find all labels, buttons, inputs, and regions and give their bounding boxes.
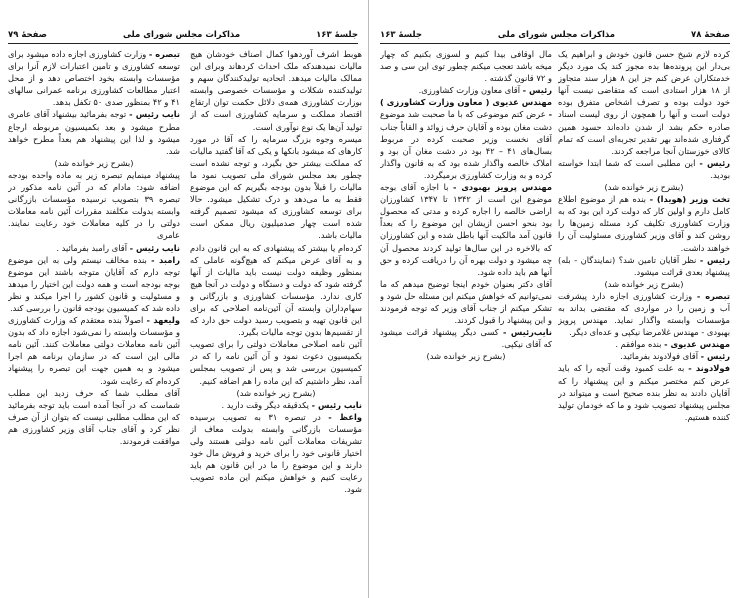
speaker-name: تبصره - <box>696 290 730 301</box>
session-number: جلسهٔ ۱۶۳ <box>380 30 422 40</box>
paragraph <box>380 181 552 278</box>
page-number: صفحهٔ ۷۹ <box>8 30 47 40</box>
paragraph-text: پیشنهاد مینمایم تبصره زیر به ماده واحده بودجه اضافه شود: مادام که در آئین نامه مذکور در تبصره ۳۹ بتصویب نرسیده مؤسسات بازرگانی وابسته بدولت مکلفند مقررات آئین نامه معاملات دولتی را در کلیه معاملات خود رعایت نمایند. عامری <box>8 169 180 241</box>
page-header <box>380 30 730 44</box>
paragraph-text: وزارت کشاورزی اجازه دارد پیشرفت آب و زمین را در مواردی که مقتضی بداند به مؤسسات وابسته واگذار نماید. مهندس پرویز بهبودی - مهندس غلامرضا نیکپی و عده‌ای دیگر. <box>558 290 730 338</box>
paragraph-text: این مطلبی است که شما ابتدا خواسته بودید. <box>558 157 730 180</box>
paragraph <box>558 362 730 422</box>
paragraph <box>558 48 730 157</box>
paragraph <box>558 193 730 253</box>
page-number: صفحهٔ ۷۸ <box>691 30 730 40</box>
paragraph-text: وزارت کشاورزی اجازه داده میشود برای توسعه کشاورزی و تامین اعتبارات لازم آنرا برای مؤسسات وابسته بخود اختصاص دهد و از محل اعتبار مطالعات کشاورزی برنامه عمرانی سالهای ۴۱ و ۴۲ بمنظور صدی ۵۰ تکفل بدهد. <box>8 49 180 108</box>
paragraph <box>190 242 362 339</box>
speaker-name: نایب رئیس - <box>311 399 362 410</box>
speaker-name: تبصره - <box>148 49 180 59</box>
speaker-name: رامبد - <box>151 254 180 265</box>
paragraph <box>558 350 730 362</box>
paragraph <box>558 338 730 350</box>
paragraph <box>8 314 180 387</box>
right-page <box>372 0 738 598</box>
paragraph <box>8 108 180 156</box>
header-title: مذاکرات مجلس شورای ملی <box>122 30 241 40</box>
paragraph <box>8 48 180 108</box>
speaker-name: مهندس عدیوی ( معاون وزارت کشاورزی ) - <box>380 97 552 120</box>
paragraph-text: آقای معاون وزارت کشاورزی. <box>418 85 521 96</box>
paragraph <box>190 48 362 133</box>
paragraph-text: کرده‌ام یا بیشتر که پیشنهادی که به این قانون دادم و به آقای عرض میکنم که هیچ‌گونه عاملی که بمنظور وظیفه دولت نیست باید مالیات از آنها گرفته شود که دولت و دستگاه و دولت در آنجا هیچ کاری ندارد. مؤسسات کشاورزی و بازرگانی و سهام‌داران وابسته آن آئین‌نامه اصلاحی که برای این قانون تهیه و بتصویب رسید دولت حق دارد که از تقسیم‌ها بدون توجه مالیات بگیرد. <box>190 242 362 338</box>
paragraph <box>190 338 362 398</box>
paragraph-text: اصولاً بنده معتقدم که وزارت کشاورزی و مؤسسات وابسته را نمی‌شود اجازه داد که بدون آئین نامه معاملات دولتی معاملات کنند. آئین نامه مالی این است که در سازمان برنامه هم اجرا میشود و به همین جهت این تبصره را پیشنهاد کرده‌ام که رعایت شود. <box>8 315 180 386</box>
paragraph-text: آقای مطلب شما که حرف زدید این مطلب شماست که در آنجا آمده است باید توجه بفرمائید که این مطلب مطلبی نیست که بتوان از آن صرف نظر کرد و آقای جناب آقای وزیر کشاورزی هم موافقت فرمودند. <box>8 387 180 446</box>
paragraph <box>8 254 180 314</box>
stage-note: (بشرح زیر خوانده شد) <box>54 157 134 168</box>
paragraph-text: کرده لازم شیخ حسن قانون خودش و ابراهیم یک بی‌دار این پرونده‌ها بده مجوز کند یک مورد دیگر خدمتکاران عرض کنم جز این ۸ هزار سند متجاوز از ۱۸ هزار استادی است که متقاضی نیست آنها خود دولت بوده و تصرف اشخاص متفرق بوده دولت است و آنها را همچون از روی لیست اسناد صادره حکم بشد از شدن داده‌اند حسود همین گرفتاری شده‌اند بهر تقدیر تجربه‌ای است که تمام کالای خوزستان آنجا مراجعه کردند. <box>558 49 730 156</box>
speaker-name: نایب رئیس - <box>129 242 180 253</box>
paragraph-text: مال اوقافی بیدا کنیم و لسوزی بکنیم که چهار میخه باشد تعجب میکنم چطور توی این سی و صد و ۷۲ قانون گذشته . <box>380 49 552 84</box>
stage-note: (بشرح زیر خوانده شد) <box>426 351 506 362</box>
paragraph-text: آقای رامبد بفرمائید . <box>56 242 127 253</box>
speaker-name: مهندس عدیوی - <box>664 339 730 350</box>
paragraph-text: آقای دکتر بعنوان خودم اینجا توضیح میدهم که ما نمی‌توانیم که خواهش میکنم این مسئله حل شود و تشکر میکنم از جناب آقای وزیر که توجه فرمودند و این پیشنهاد را قبول کردند. <box>380 278 552 326</box>
paragraph-text: آقای فولادوند بفرمائید. <box>620 351 699 362</box>
speaker-name: رئیس - <box>699 254 730 265</box>
session-number: جلسهٔ ۱۶۳ <box>316 30 358 40</box>
paragraph <box>558 290 730 338</box>
paragraph <box>8 169 180 242</box>
paragraph-text: بنده موافقم . <box>615 339 662 350</box>
paragraph <box>190 411 362 496</box>
paragraph-text: بنده هم از موضوع اطلاع کامل دارم و اولین کار که دولت کرد این بود که به وزارت کشاورزی تکلیف کرد مسئله زمین‌ها را روشن کند و آقای وزیر کشاورزی مسئولیت آن را خواهند داشت. <box>558 194 730 253</box>
paragraph-text: میسره وجوه بزرگ سرمایه را که آقا در مورد کارهای که میشود بانکها و یکی که آقا گفتید مالیات که مملکت بیشتر حق بگیرد، و توجه نشده است چطور بعد مجلس شورای ملی تصویب نمود ما مالیات را قبلاً بدون بودجه بگیریم که این موضوع فقط به ما می‌دهد و درک تشکیل میشود. حالا برای توسعه کشاورزی که میشود تصمیم گرفته شده است چهار صدمیلیون ریال ممکن است مالیات باشد. <box>190 133 362 241</box>
header-title: مذاکرات مجلس شورای ملی <box>497 30 616 40</box>
stage-note: (بشرح زیر خوانده شد) <box>604 182 684 193</box>
paragraph-text: با اجازه آقای بوجه موضوع این است از ۱۳۴۲ تا ۱۳۴۷ کشاورزان اراضی خالصه را اجاره کرده و مدتی که محصول بود بنحو احسن ازیشان این موضوع را که بعداً قانون آمد مالکیت آنها باطل شده و این کشاورزان که بالاخره در این سال‌ها تولید کردند محصول آن چه میشود و دولت بهره آن را دریافت کرده و حق آنها هم باید داده شود. <box>380 182 552 277</box>
speaker-name: مهندس پرویز بهبودی - <box>453 182 552 193</box>
paragraph <box>190 133 362 242</box>
stage-note: (بشرح زیر خوانده شد) <box>604 278 684 289</box>
paragraph-text: بنده مخالف نیستم ولی به این موضوع توجه دارم که آقایان متوجه باشند این موضوع بوجه بودجه است و همه دولت این اختیار را میدهد و مسئولیت و قانون کشور را اجرا میکند و نظر داده شد که کمیسیون بودجه قانون را بررسی کند. <box>8 254 180 313</box>
paragraph-text: نظر آقایان تامین شد؟ (نمایندگان - بله) پیشنهاد بعدی قرائت میشود. <box>558 254 730 277</box>
speaker-name: رئیس - <box>700 351 730 362</box>
text-column <box>8 48 180 593</box>
paragraph <box>8 387 180 447</box>
paragraph <box>380 326 552 350</box>
paragraph <box>558 254 730 278</box>
text-column <box>558 48 730 593</box>
text-column <box>380 48 552 593</box>
speaker-name: فولادوند - <box>688 363 730 374</box>
speaker-name: رئیس - <box>522 85 552 96</box>
paragraph-text: یکدقیقه دیگر وقت دارید . <box>221 399 309 410</box>
speaker-name: واعظ - <box>328 411 362 422</box>
paragraph <box>190 399 362 411</box>
paragraph <box>380 278 552 326</box>
paragraph-text: کسی دیگر پیشنهاد قرائت میشود که آقای نیکپی. <box>380 327 552 350</box>
paragraph <box>380 84 552 96</box>
paragraph-text: به علت کمبود وقت آنچه را که باید عرض کنم مختصر میکنم و این پیشنهاد را که آقایان دادند به نظر بنده صحیح است و میتواند در مجلس پیشنهاد تصویب شود و ما که خودمان تولید کننده هستیم. <box>558 363 730 422</box>
paragraph <box>558 157 730 181</box>
speaker-name: نایب رئیس - <box>129 109 180 120</box>
text-column <box>190 48 362 593</box>
paragraph-text: توجه بفرمائید بیشنهاد آقای عامری مطرح میشود و بعد بکمیسیون مربوطه ارجاع میشود و لذا این پیشنهاد هم بعداً مطرح خواهد شد. <box>8 109 180 156</box>
paragraph-text: عرض کنم موضوعی که با ما صحبت شد موضوع دشت مغان بوده و آقایان حرف زوائد و القاباً جناب آقای نخست وزیر صحبت کرده در مربوط بسال‌های ۴۱ – ۴۲ بود در دشت مغان آن بود و املاک خالصه واگذار شده بود که به قانون واگذار کرده و به وزارت کشاورزی برمیگردد. <box>380 109 552 180</box>
speaker-name: ولیعهد - <box>146 315 180 326</box>
paragraph <box>380 96 552 181</box>
left-page <box>0 0 366 598</box>
paragraph <box>380 48 552 84</box>
paragraph-text: در تبصره ۳۱ به تصویب برسیده مؤسسات بازرگانی وابسته بدولت معاف از تشریفات معاملات آئین نامه دولتی هستند ولی اختیار قانونی خود را برای خرید و فروش مال خود دارند و این موضوع را ما در این قانون هم باید رعایت کنیم و خواهش میکنم این ماده تصویب شود. <box>190 411 362 495</box>
speaker-name: رئیس - <box>699 157 730 168</box>
speaker-name: تخت وزیر (هویدا) - <box>649 194 730 205</box>
paragraph <box>8 242 180 254</box>
page-gutter <box>368 0 369 598</box>
speaker-name: نایب‌رئیس - <box>502 327 552 338</box>
stage-note: (بشرح زیر خوانده شد) <box>236 387 316 398</box>
page-header <box>8 30 358 44</box>
paragraph-text: آئین نامه اصلاحی معاملات دولتی را برای تصویب بکمیسیون دعوت نمود و آن آئین نامه را که در کمیسیون بررسی شد و پس از تصویب بمجلس آمد، نظر داشتیم که این ماده را هم اضافه کنیم. <box>190 339 362 386</box>
paragraph-text: هوبط اشرف آوردهوا کمال اصناف خودشان هیچ مالیات نمیدهندکه ملک احداث کردهاند وبرای این ممالک مالیات میدهد. اتحادیه تولیدکنندگان سهم و تولیدکننده شکلات و مؤسسات خصوصی وابسته بوزارت کشاورزی همه‌ی دلائل حکمت توان ارتقاع اقتصاد مملکت و سرمایه کشاورزی است که از تولید آن‌ها یک نوع نوآوری است. <box>190 49 362 132</box>
